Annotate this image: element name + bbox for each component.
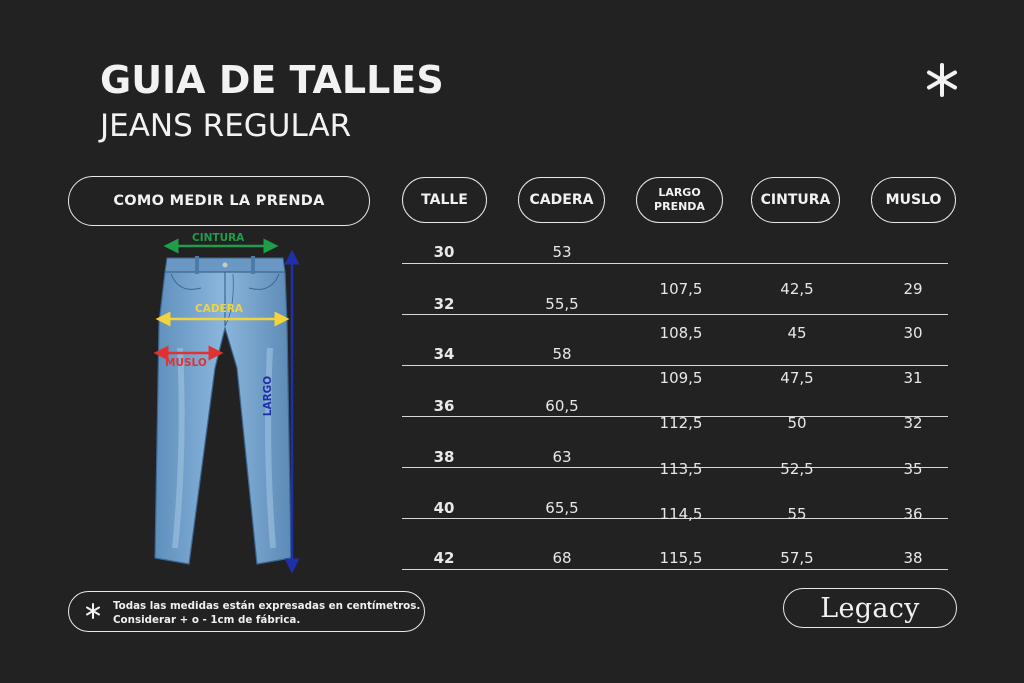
length-label: LARGO xyxy=(262,375,275,417)
cadera-cell: 68 xyxy=(552,549,572,567)
cintura-cell: 55 xyxy=(787,505,807,523)
row-divider xyxy=(402,314,948,315)
row-divider xyxy=(402,569,948,570)
column-header-cintura: CINTURA xyxy=(751,177,840,223)
muslo-cell: 38 xyxy=(903,549,923,567)
column-header-muslo: MUSLO xyxy=(871,177,956,223)
cadera-cell: 53 xyxy=(552,243,572,261)
asterisk-icon xyxy=(922,60,962,100)
cintura-cell: 42,5 xyxy=(780,280,814,298)
cintura-cell: 50 xyxy=(787,414,807,432)
thigh-label: MUSLO xyxy=(165,357,207,369)
talle-cell: 40 xyxy=(433,499,455,517)
largo-cell: 107,5 xyxy=(659,280,703,298)
talle-cell: 38 xyxy=(433,448,455,466)
talle-cell: 42 xyxy=(433,549,455,567)
row-divider xyxy=(402,263,948,264)
row-divider xyxy=(402,365,948,366)
cadera-cell: 63 xyxy=(552,448,572,466)
how-to-measure-button[interactable] xyxy=(68,176,370,226)
cintura-cell: 47,5 xyxy=(780,369,814,387)
talle-cell: 36 xyxy=(433,397,455,415)
column-header-cadera: CADERA xyxy=(518,177,605,223)
largo-cell: 113,5 xyxy=(659,460,703,478)
cadera-cell: 55,5 xyxy=(545,295,579,313)
cintura-cell: 45 xyxy=(787,324,807,342)
largo-cell: 108,5 xyxy=(659,324,703,342)
page-title: GUIA DE TALLES xyxy=(100,58,444,102)
cadera-cell: 60,5 xyxy=(545,397,579,415)
jeans-illustration xyxy=(145,228,305,573)
brand-logo: Legacy xyxy=(783,588,957,628)
largo-cell: 112,5 xyxy=(659,414,703,432)
cadera-cell: 65,5 xyxy=(545,499,579,517)
measurement-note xyxy=(68,591,425,632)
column-header-largo-prenda: LARGO PRENDA xyxy=(636,177,723,223)
how-to-measure-label: COMO MEDIR LA PRENDA xyxy=(113,193,325,209)
talle-cell: 30 xyxy=(433,243,455,261)
note-line-2: Considerar + o - 1cm de fábrica. xyxy=(113,614,301,626)
column-header-talle: TALLE xyxy=(402,177,487,223)
asterisk-icon xyxy=(84,602,102,620)
cintura-cell: 52,5 xyxy=(780,460,814,478)
muslo-cell: 31 xyxy=(903,369,923,387)
hip-label: CADERA xyxy=(195,303,243,315)
muslo-cell: 32 xyxy=(903,414,923,432)
cintura-cell: 57,5 xyxy=(780,549,814,567)
cadera-cell: 58 xyxy=(552,345,572,363)
muslo-cell: 35 xyxy=(903,460,923,478)
talle-cell: 34 xyxy=(433,345,455,363)
note-line-1: Todas las medidas están expresadas en centímetros. xyxy=(113,600,421,612)
largo-cell: 114,5 xyxy=(659,505,703,523)
largo-cell: 115,5 xyxy=(659,549,703,567)
page-subtitle: JEANS REGULAR xyxy=(100,108,352,144)
waist-label: CINTURA xyxy=(192,232,245,244)
muslo-cell: 30 xyxy=(903,324,923,342)
muslo-cell: 29 xyxy=(903,280,923,298)
talle-cell: 32 xyxy=(433,295,455,313)
muslo-cell: 36 xyxy=(903,505,923,523)
largo-cell: 109,5 xyxy=(659,369,703,387)
